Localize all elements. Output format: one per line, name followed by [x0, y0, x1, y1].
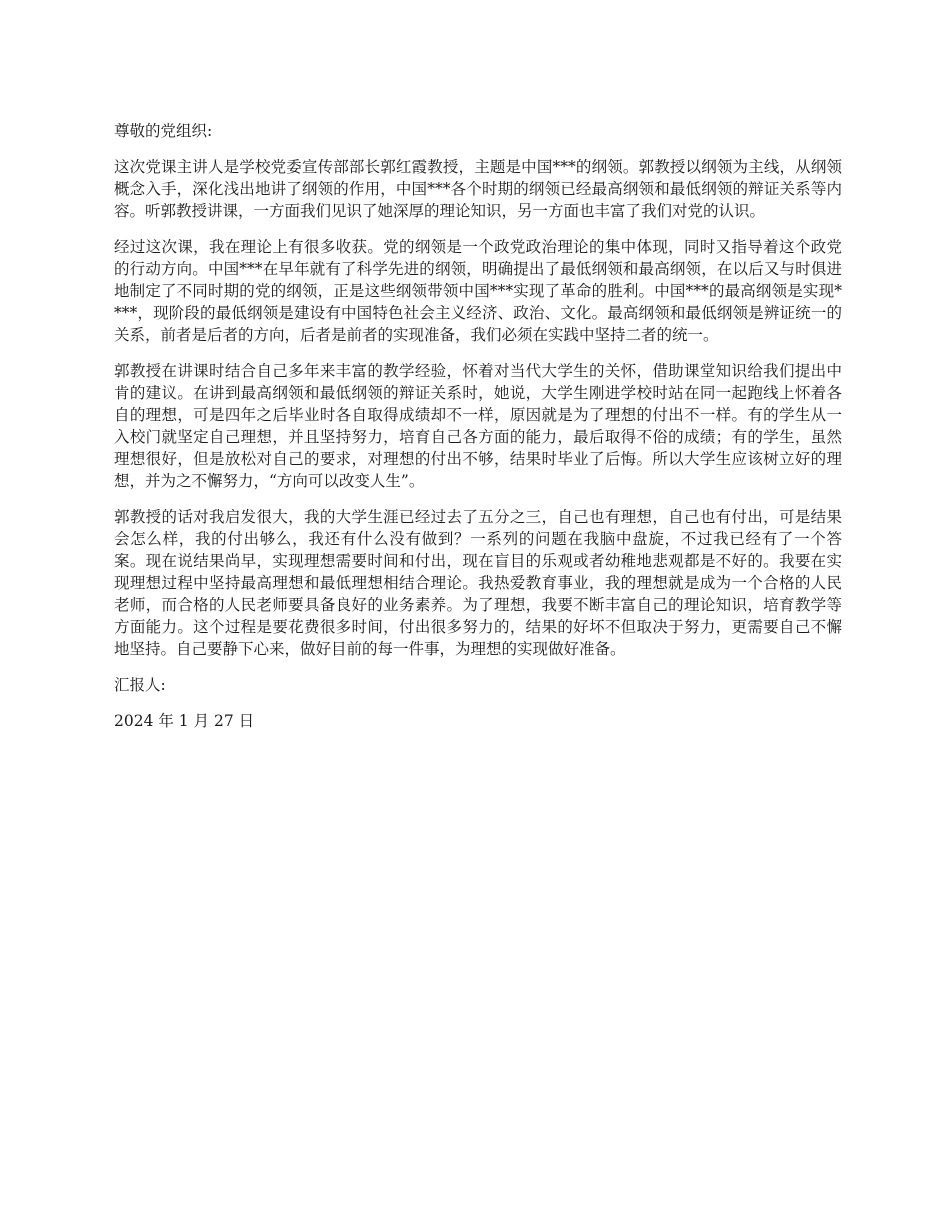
report-date: 2024 年 1 月 27 日 — [114, 712, 255, 730]
reporter-label: 汇报人: — [114, 676, 166, 694]
paragraph-4: 郭教授的话对我启发很大，我的大学生涯已经过去了五分之三，自己也有理想，自己也有付出，可是结果会怎么样，我的付出够么，我还有什么没有做到？一系列的问题在我脑中盘旋，不过我已经有了一个答案。现在说结果尚早，实现理想需要时间和付出，现在盲目的乐观或者幼稚地悲观都是不好的。我要在实现理想过程中坚持最高理想和最低理想相结合理论。我热爱教育事业，我的理想就是成为一个合格的人民老师，而合格的人民老师要具备良好的业务素养。为了理想，我要不断丰富自己的理论知识，培育教学等方面能力。这个过程是要花费很多时间，付出很多努力的，结果的好坏不但取决于努力，更需要自己不懈地坚持。自己要静下心来，做好目前的每一件事，为理想的实现做好准备。 — [114, 508, 842, 658]
letter-body — [114, 120, 842, 746]
paragraph-2: 经过这次课，我在理论上有很多收获。党的纲领是一个政党政治理论的集中体现，同时又指导着这个政党的行动方向。中国***在早年就有了科学先进的纲领，明确提出了最低纲领和最高纲领，在以后又与时俱进地制定了不同时期的党的纲领，正是这些纲领带领中国***实现了革命的胜利。中国***的最高纲领是实现****，现阶段的最低纲领是建设有中国特色社会主义经济、政治、文化。最高纲领和最低纲领是辨证统一的关系，前者是后者的方向，后者是前者的实现准备，我们必须在实践中坚持二者的统一。 — [114, 238, 842, 344]
paragraph-3: 郭教授在讲课时结合自己多年来丰富的教学经验，怀着对当代大学生的关怀，借助课堂知识给我们提出中肯的建议。在讲到最高纲领和最低纲领的辩证关系时，她说，大学生刚进学校时站在同一起跑线上怀着各自的理想，可是四年之后毕业时各自取得成绩却不一样，原因就是为了理想的付出不一样。有的学生从一入校门就坚定自己理想，并且坚持努力，培育自己各方面的能力，最后取得不俗的成绩；有的学生，虽然理想很好，但是放松对自己的要求，对理想的付出不够，结果时毕业了后悔。所以大学生应该树立好的理想，并为之不懈努力，“方向可以改变人生”。 — [114, 362, 842, 490]
paragraph-1: 这次党课主讲人是学校党委宣传部部长郭红霞教授，主题是中国***的纲领。郭教授以纲领为主线，从纲领概念入手，深化浅出地讲了纲领的作用，中国***各个时期的纲领已经最高纲领和最低纲领的辩证关系等内容。听郭教授讲课，一方面我们见识了她深厚的理论知识，另一方面也丰富了我们对党的认识。 — [114, 158, 842, 220]
salutation: 尊敬的党组织: — [114, 122, 213, 140]
